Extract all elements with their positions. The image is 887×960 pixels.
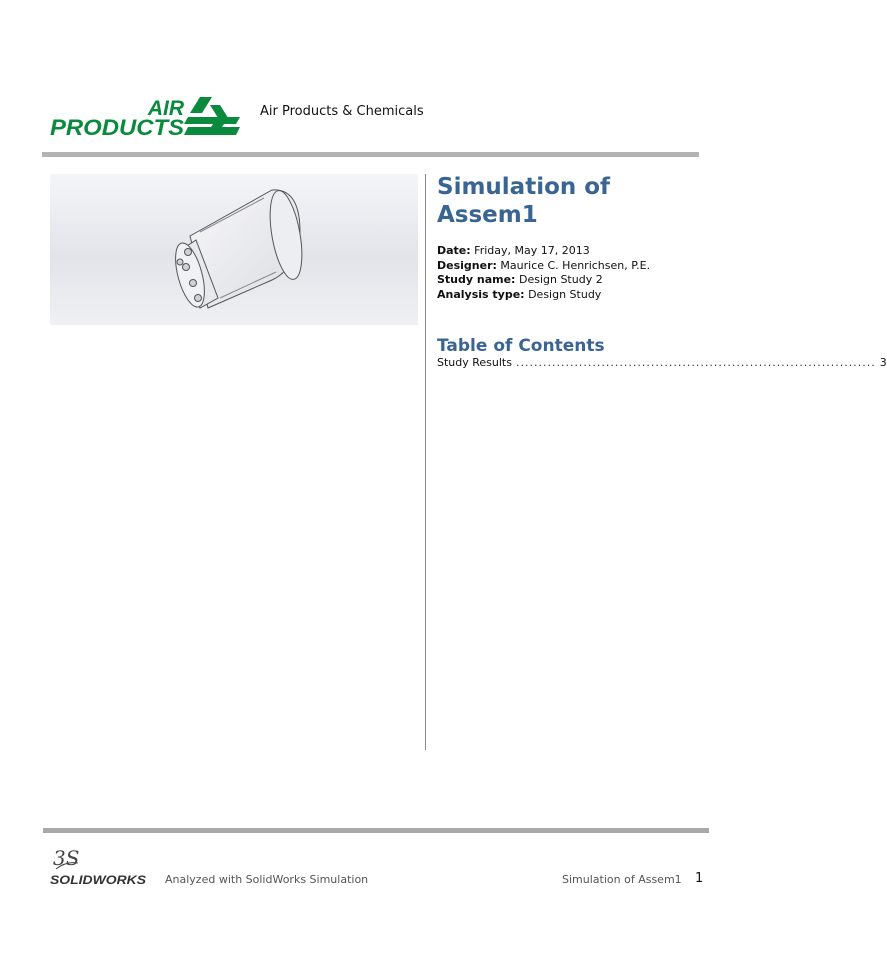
solidworks-wordmark: SOLIDWORKS <box>50 873 146 887</box>
air-products-logo <box>50 95 242 140</box>
header-divider <box>42 152 699 157</box>
meta-row-analysis-type: Analysis type: Design Study <box>437 287 602 301</box>
logo-text-products: PRODUCTS <box>50 115 185 140</box>
logo-text-air: AIR <box>147 97 184 120</box>
toc-leader-dots: ................................................................................ <box>515 356 876 369</box>
company-name: Air Products & Chemicals <box>260 104 424 119</box>
report-metadata <box>437 244 650 302</box>
logo-mark-icon <box>184 97 240 135</box>
ds-logo-mark-icon: 3S <box>53 846 80 870</box>
analyzed-with-text: Analyzed with SolidWorks Simulation <box>165 873 369 886</box>
toc-heading: Table of Contents <box>437 336 605 356</box>
toc-entry-label[interactable]: Study Results <box>437 356 512 369</box>
solidworks-logo <box>50 843 148 887</box>
toc-entry-study-results[interactable] <box>437 356 887 369</box>
column-divider <box>425 174 426 750</box>
page-number: 1 <box>695 871 704 886</box>
toc-entry-page: 3 <box>879 356 887 369</box>
footer-divider <box>43 828 709 833</box>
meta-row-designer: Designer: Maurice C. Henrichsen, P.E. <box>437 258 651 272</box>
model-preview-image <box>50 174 418 325</box>
meta-row-date: Date: Friday, May 17, 2013 <box>437 244 590 257</box>
report-title: Simulation of Assem1 <box>437 174 611 228</box>
meta-row-study-name: Study name: Design Study 2 <box>437 273 603 286</box>
footer-doc-title: Simulation of Assem1 <box>562 873 682 886</box>
